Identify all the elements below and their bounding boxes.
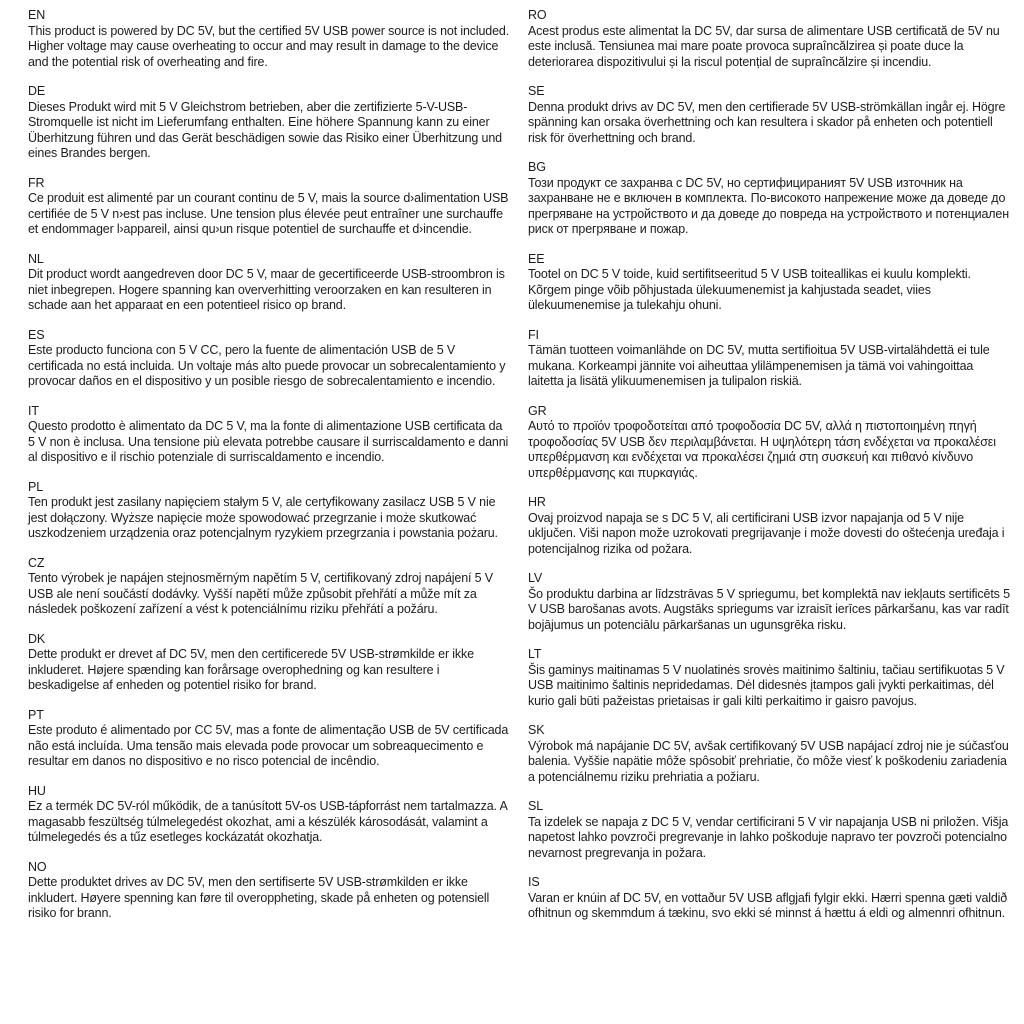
language-text-bg: Този продукт се захранва с DC 5V, но сертифицираният 5V USB източник на захранване не е включен в комплекта. По-високото напрежение може да доведе до прегряване на устройството и да доведе до повреда на устройството и потенциален риск от прегряване и пожар.	[528, 175, 1009, 236]
language-block-no	[28, 860, 512, 922]
language-block-hu	[28, 784, 512, 846]
language-text-de: Dieses Produkt wird mit 5 V Gleichstrom betrieben, aber die zertifizierte 5-V-USB-Stromquelle ist nicht im Lieferumfang enthalten. Eine höhere Spannung kann zu einer Überhitzung führen und das Gerät beschädigen sowie das Risiko einer Überhitzung und eines Brandes bergen.	[28, 99, 502, 160]
column-right	[528, 8, 1012, 1024]
language-block-it	[28, 404, 512, 466]
column-left	[28, 8, 512, 1024]
language-block-sl	[528, 799, 1012, 861]
language-code-bg: BG	[528, 160, 546, 174]
language-text-es: Este producto funciona con 5 V CC, pero la fuente de alimentación USB de 5 V certificada no está incluida. Un voltaje más alto puede provocar un sobrecalentamiento y provocar daños en el dispositivo y un posible riesgo de sobrecalentamiento e incendio.	[28, 343, 506, 388]
language-code-lt: LT	[528, 647, 542, 661]
language-block-gr	[528, 404, 1012, 482]
language-code-dk: DK	[28, 631, 46, 646]
language-code-fr: FR	[28, 175, 45, 190]
language-block-fr	[28, 176, 512, 238]
language-code-pt: PT	[28, 707, 44, 722]
language-code-en: EN	[28, 8, 46, 22]
language-text-pt: Este produto é alimentado por CC 5V, mas a fonte de alimentação USB de 5V certificada não está incluída. Uma tensão mais elevada pode provocar um sobreaquecimento e resultar em danos no dispositivo e no risco potencial de incêndio.	[28, 723, 509, 768]
language-text-pl: Ten produkt jest zasilany napięciem stałym 5 V, ale certyfikowany zasilacz USB 5 V nie jest dołączony. Wyższe napięcie może spowodować przegrzanie i może skutkować uszkodzeniem urządzenia oraz potencjalnym ryzykiem przegrzania i powstania pożaru.	[28, 495, 498, 540]
language-code-fi: FI	[528, 327, 539, 342]
language-text-en: This product is powered by DC 5V, but the certified 5V USB power source is not included. Higher voltage may cause overheating to occur and may result in damage to the device and the potential risk of overheating and fire.	[28, 23, 510, 69]
language-text-fi: Tämän tuotteen voimanlähde on DC 5V, mutta sertifioitua 5V USB-virtalähdettä ei tule mukana. Korkeampi jännite voi aiheuttaa ylilämpenemisen ja tämä voi vahingoittaa laitetta ja lisätä ylikuumenemisen ja tulipalon riskiä.	[528, 343, 990, 388]
language-text-sl: Ta izdelek se napaja z DC 5 V, vendar certificirani 5 V vir napajanja USB ni priložen. Višja napetost lahko povzroči pregrevanje in lahko poškoduje napravo ter povzroči potencialno nevarnost pregrevanja in požara.	[528, 814, 1009, 860]
language-code-pl: PL	[28, 479, 44, 494]
language-block-ee	[528, 252, 1012, 314]
language-block-lv	[528, 571, 1012, 633]
language-code-no: NO	[28, 859, 47, 874]
language-code-sk: SK	[528, 723, 545, 737]
language-block-fi	[528, 328, 1012, 390]
language-block-es	[28, 328, 512, 390]
language-code-cz: CZ	[28, 555, 45, 570]
language-text-cz: Tento výrobek je napájen stejnosměrným napětím 5 V, certifikovaný zdroj napájení 5 V USB ale není součástí dodávky. Vyšší napětí může způsobit přehřátí a může mít za následek poškození zařízení a vést k potenciálnímu riziku přehřátí a požáru.	[28, 571, 493, 616]
language-block-hr	[528, 495, 1012, 557]
language-text-sk: Výrobok má napájanie DC 5V, avšak certifikovaný 5V USB napájací zdroj nie je súčasťou balenia. Vyššie napätie môže spôsobiť prehriatie, čo môže viesť k poškodeniu zariadenia a potenciálnemu riziku prehriatia a požiaru.	[528, 738, 1009, 784]
language-text-gr: Αυτό το προϊόν τροφοδοτείται από τροφοδοσία DC 5V, αλλά η πιστοποιημένη πηγή τροφοδοσίας 5V USB δεν περιλαμβάνεται. Η υψηλότερη τάση ενδέχεται να προκαλέσει υπερθέρμανση και ενδέχεται να προκαλέσει ζημιά στη συσκευή και πιθανό κίνδυνο υπερθέρμανσης και πυρκαγιάς.	[528, 419, 996, 480]
language-text-se: Denna produkt drivs av DC 5V, men den certifierade 5V USB-strömkällan ingår ej. Högre spänning kan orsaka överhettning och kan resultera i skador på enheten och potentiell risk för överhettning och brand.	[528, 99, 1006, 145]
language-code-hr: HR	[528, 495, 546, 509]
language-code-hu: HU	[28, 783, 46, 798]
language-block-dk	[28, 632, 512, 694]
language-block-en	[28, 8, 512, 70]
language-text-ee: Tootel on DC 5 V toide, kuid sertifitseeritud 5 V USB toiteallikas ei kuulu komplekti. Kõrgem pinge võib põhjustada ülekuumenemist ja kahjustada seadet, viies ülekuumenemise ja tulekahju ohuni.	[528, 267, 971, 312]
language-code-gr: GR	[528, 403, 547, 418]
language-block-pt	[28, 708, 512, 770]
language-text-hr: Ovaj proizvod napaja se s DC 5 V, ali certificirani USB izvor napajanja od 5 V nije uključen. Viši napon može uzrokovati pregrijavanje i može dovesti do oštećenja uređaja i potencijalnog rizika od požara.	[528, 510, 1005, 556]
language-text-ro: Acest produs este alimentat la DC 5V, dar sursa de alimentare USB certificată de 5V nu este inclusă. Tensiunea mai mare poate provoca supraîncălzirea și poate duce la deteriorarea dispozitivului și la riscul potențial de supraîncălzire și incendiu.	[528, 23, 1000, 69]
language-block-cz	[28, 556, 512, 618]
language-block-lt	[528, 647, 1012, 709]
language-text-fr: Ce produit est alimenté par un courant continu de 5 V, mais la source d›alimentation USB certifiée de 5 V n›est pas incluse. Une tension plus élevée peut entraîner une surchauffe et endommager l›appareil, ainsi qu›un risque potentiel de surchauffe et d›incendie.	[28, 191, 509, 236]
language-text-is: Varan er knúin af DC 5V, en vottaður 5V USB aflgjafi fylgir ekki. Hærri spenna gæti valdið ofhitnun og skemmdum á tækinu, svo ekki sé minnst á hættu á eldi og almennri ofhitnun.	[528, 890, 1008, 920]
language-code-nl: NL	[28, 251, 44, 266]
language-block-se	[528, 84, 1012, 146]
language-code-sl: SL	[528, 799, 544, 813]
language-code-ro: RO	[528, 8, 547, 22]
language-code-ee: EE	[528, 251, 545, 266]
language-code-lv: LV	[528, 571, 543, 585]
language-block-is	[528, 875, 1012, 922]
language-block-nl	[28, 252, 512, 314]
language-text-hu: Ez a termék DC 5V-ról működik, de a tanúsított 5V-os USB-tápforrást nem tartalmazza. A magasabb feszültség túlmelegedést okozhat, ami a készülék károsodását, valamint a túlmelegedés és a tűz esetleges kockázatát okozhatja.	[28, 799, 507, 844]
language-text-it: Questo prodotto è alimentato da DC 5 V, ma la fonte di alimentazione USB certificata da 5 V non è inclusa. Una tensione più elevata potrebbe causare il surriscaldamento e danni al dispositivo e il rischio potenziale di surriscaldamento e incendio.	[28, 419, 509, 464]
language-block-pl	[28, 480, 512, 542]
language-code-de: DE	[28, 84, 46, 98]
language-code-it: IT	[28, 403, 39, 418]
language-code-se: SE	[528, 84, 545, 98]
language-text-no: Dette produktet drives av DC 5V, men den sertifiserte 5V USB-strømkilden er ikke inkludert. Høyere spenning kan føre til overoppheting, skade på enheten og potensiell risiko for brann.	[28, 875, 490, 920]
language-text-nl: Dit product wordt aangedreven door DC 5 V, maar de gecertificeerde USB-stroombron is niet inbegrepen. Hogere spanning kan oververhitting veroorzaken en kan resulteren in schade aan het apparaat en een potentieel risico op brand.	[28, 267, 505, 312]
language-block-sk	[528, 723, 1012, 785]
language-text-lv: Šo produktu darbina ar līdzstrāvas 5 V spriegumu, bet komplektā nav iekļauts sertificēts 5 V USB barošanas avots. Augstāks spriegums var izraisīt ierīces pārkaršanu, kas var radīt bojājumus un potenciālu pārkaršanas un ugunsgrēka risku.	[528, 586, 1010, 632]
language-block-bg	[528, 160, 1012, 238]
language-block-de	[28, 84, 512, 162]
language-code-es: ES	[28, 327, 45, 342]
language-code-is: IS	[528, 875, 540, 889]
language-block-ro	[528, 8, 1012, 70]
language-text-lt: Šis gaminys maitinamas 5 V nuolatinės srovės maitinimo šaltiniu, tačiau sertifikuotas 5 V USB maitinimo šaltinis nepridedamas. Dėl didesnės įtampos gali įvykti perkaitimas, dėl kurio gali būti pažeistas prietaisas ir gali kilti perkaitimo ir gaisro pavojus.	[528, 662, 1005, 708]
language-text-dk: Dette produkt er drevet af DC 5V, men den certificerede 5V USB-strømkilde er ikke inkluderet. Højere spænding kan forårsage overophedning og kan resultere i beskadigelse af enheden og potentiel risiko for brand.	[28, 647, 474, 692]
